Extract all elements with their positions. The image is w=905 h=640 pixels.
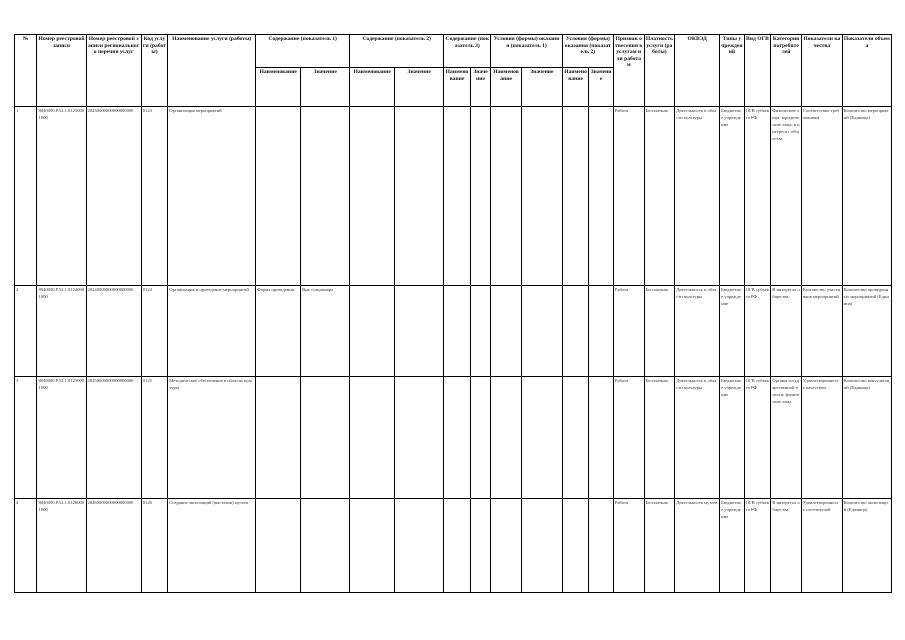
header-condition-1: Условия (формы) оказания (показатель 1) (491, 35, 563, 68)
cell-vid: ОГВ субъекта РФ (744, 377, 771, 499)
cell-okved: Деятельность в области культуры (675, 286, 720, 377)
cell-c3v (470, 286, 490, 377)
cell-volume: Количество мероприятий (Единица) (842, 107, 891, 286)
cell-u2v (589, 377, 614, 499)
cell-sign: Работа (613, 499, 644, 593)
subheader-name: Наименование (444, 68, 471, 107)
cell-reg: 8040000.Р.52.1.01250001000 (37, 377, 86, 499)
cell-code: 0126 (141, 499, 168, 593)
cell-perech: 20260000000000000000 (86, 499, 141, 593)
cell-code: 0123 (141, 107, 168, 286)
cell-u2n (562, 286, 589, 377)
table-row (15, 286, 892, 377)
cell-c2n (350, 286, 395, 377)
cell-consumer: Физические лица; юридические лица; в интересах общества (771, 107, 802, 286)
cell-c1v: Вне стационара (301, 286, 350, 377)
cell-types: Бюджетное учреждение (720, 286, 745, 377)
cell-vid: ОГВ субъекта РФ (744, 286, 771, 377)
cell-c1n (256, 107, 301, 286)
row-number: 1 (15, 107, 37, 286)
cell-okved: Деятельность в области культуры (675, 107, 720, 286)
cell-c2v (395, 499, 444, 593)
header-types: Типы учреждений (720, 35, 745, 107)
cell-u2n (562, 107, 589, 286)
cell-reg: 8040000.Р.52.1.01240001000 (37, 286, 86, 377)
subheader-value: Значение (395, 68, 444, 107)
subheader-value: Значение (470, 68, 490, 107)
subheader-name: Наименование (350, 68, 395, 107)
header-service-code: Код услуги (работы) (141, 35, 168, 107)
header-condition-2: Условия (формы) оказания (показатель 2) (562, 35, 613, 68)
cell-platn: Бесплатная (644, 107, 675, 286)
cell-c1n (256, 377, 301, 499)
cell-c2n (350, 377, 395, 499)
cell-name: Организация мероприятий (168, 107, 256, 286)
cell-quality: Количество участников мероприятий (801, 286, 842, 377)
header-reg-number: Номер реестровой записи (37, 35, 86, 107)
cell-volume: Количество консультаций (Единица) (842, 377, 891, 499)
cell-c1v (301, 107, 350, 286)
cell-c3v (470, 107, 490, 286)
cell-c1v (301, 499, 350, 593)
cell-consumer: В интересах общества (771, 499, 802, 593)
cell-platn: Бесплатная (644, 499, 675, 593)
table-row (15, 107, 892, 286)
cell-name: Организация и проведение мероприятий (168, 286, 256, 377)
cell-types: Бюджетное учреждение (720, 377, 745, 499)
cell-quality: Удовлетворенность посетителей (801, 499, 842, 593)
cell-c1n (256, 499, 301, 593)
subheader-name: Наименование (491, 68, 522, 107)
cell-c2v (395, 286, 444, 377)
cell-volume: Количество проведенных мероприятий (Единица) (842, 286, 891, 377)
subheader-name: Наименование (256, 68, 301, 107)
subheader-value: Значение (301, 68, 350, 107)
cell-u2n (562, 377, 589, 499)
cell-name: Методическое обеспечение в области культуры (168, 377, 256, 499)
header-sign: Признак отнесения к услугам или работам (613, 35, 644, 107)
cell-perech: 20240000000000000000 (86, 286, 141, 377)
registry-table (14, 34, 892, 593)
cell-c3n (444, 107, 471, 286)
cell-c1n: Форма проведения (256, 286, 301, 377)
cell-u1n (491, 377, 522, 499)
cell-u2n (562, 499, 589, 593)
cell-vid: ОГВ субъекта РФ (744, 107, 771, 286)
cell-types: Бюджетное учреждение (720, 107, 745, 286)
cell-perech: 20250000000000000000 (86, 377, 141, 499)
subheader-value: Значение (589, 68, 614, 107)
cell-reg: 8040000.Р.52.1.01230001000 (37, 107, 86, 286)
header-content-1: Содержание (показатель 1) (256, 35, 350, 68)
cell-c3v (470, 499, 490, 593)
cell-u1v (521, 499, 562, 593)
cell-okved: Деятельность музеев (675, 499, 720, 593)
cell-consumer: Органы государственной власти; физические лица (771, 377, 802, 499)
cell-quality: Удовлетворенность качеством (801, 377, 842, 499)
cell-u1v (521, 377, 562, 499)
table-row (15, 377, 892, 499)
header-content-2: Содержание (показатель 2) (350, 35, 444, 68)
header-content-3: Содержание (показатель 3) (444, 35, 491, 68)
cell-reg: 8040000.Р.52.1.01260001000 (37, 499, 86, 593)
cell-okved: Деятельность в области культуры (675, 377, 720, 499)
subheader-name: Наименование (562, 68, 589, 107)
cell-name: Создание экспозиций (выставок) музеев (168, 499, 256, 593)
cell-c2v (395, 377, 444, 499)
cell-platn: Бесплатная (644, 377, 675, 499)
cell-vid: ОГВ субъекта РФ (744, 499, 771, 593)
row-number: 3 (15, 377, 37, 499)
header-volume: Показатели объема (842, 35, 891, 107)
table-row (15, 499, 892, 593)
subheader-value: Значение (521, 68, 562, 107)
cell-types: Бюджетное учреждение (720, 499, 745, 593)
header-no: № (15, 35, 37, 107)
cell-code: 0124 (141, 286, 168, 377)
header-platn: Платность услуги (работы) (644, 35, 675, 107)
cell-perech: 20230000000000000000 (86, 107, 141, 286)
cell-u2v (589, 499, 614, 593)
header-service-name: Наименование услуги (работы) (168, 35, 256, 107)
cell-u1v (521, 107, 562, 286)
cell-u1n (491, 107, 522, 286)
cell-u2v (589, 286, 614, 377)
cell-c3v (470, 377, 490, 499)
cell-c3n (444, 377, 471, 499)
cell-c3n (444, 286, 471, 377)
header-okved: ОКВЭД (675, 35, 720, 107)
row-number: 4 (15, 499, 37, 593)
cell-c1v (301, 377, 350, 499)
cell-platn: Бесплатная (644, 286, 675, 377)
cell-u1n (491, 286, 522, 377)
cell-c2n (350, 107, 395, 286)
cell-c2v (395, 107, 444, 286)
cell-c2n (350, 499, 395, 593)
header-reg-number-full: Номер реестровой записи регионального перечня услуг (86, 35, 141, 107)
cell-sign: Работа (613, 286, 644, 377)
header-quality: Показатели качества (801, 35, 842, 107)
header-vid: Вид ОГВ (744, 35, 771, 107)
cell-quality: Соответствие требованиям (801, 107, 842, 286)
cell-u1n (491, 499, 522, 593)
cell-u2v (589, 107, 614, 286)
cell-volume: Количество экспозиций (Единица) (842, 499, 891, 593)
header-consumer: Категории потребителей (771, 35, 802, 107)
cell-sign: Работа (613, 107, 644, 286)
cell-u1v (521, 286, 562, 377)
cell-code: 0125 (141, 377, 168, 499)
cell-consumer: В интересах общества (771, 286, 802, 377)
row-number: 2 (15, 286, 37, 377)
cell-sign: Работа (613, 377, 644, 499)
registry-sheet (14, 34, 892, 593)
cell-c3n (444, 499, 471, 593)
